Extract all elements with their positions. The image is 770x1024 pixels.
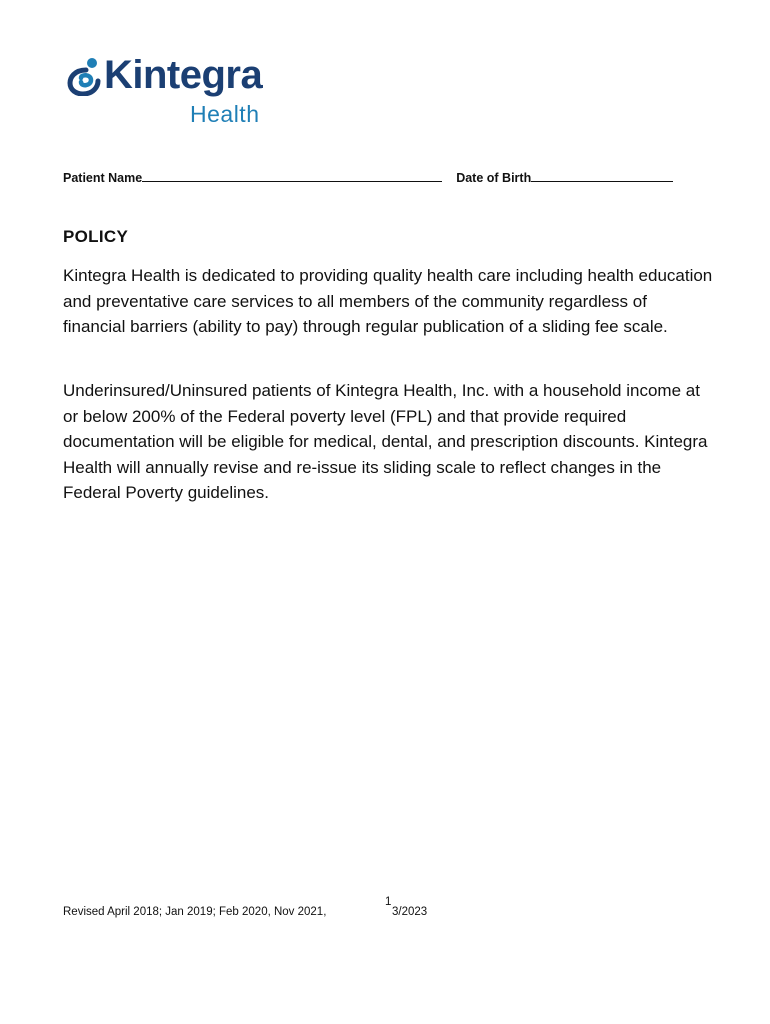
date-of-birth-label: Date of Birth <box>456 171 532 185</box>
kintegra-person-mark-icon <box>66 56 106 96</box>
logo-wordmark: Kintegra <box>104 53 263 97</box>
policy-paragraph-1: Kintegra Health is dedicated to providing quality health care including health education and preventative care services to all members of the community regardless of financial barriers (ability to pay) through regular publication of a sliding fee scale. <box>63 266 713 336</box>
patient-name-label: Patient Name <box>63 171 143 185</box>
policy-paragraph-2: Underinsured/Uninsured patients of Kintegra Health, Inc. with a household income at or below 200% of the Federal poverty level (FPL) and that provide required documentation will be eligible for medical, dental, and prescription discounts. Kintegra Health will annually revise and re-issue its sliding scale to reflect changes in the Federal Poverty guidelines. <box>63 381 708 502</box>
policy-heading: POLICY <box>63 227 129 246</box>
page-number: 1 <box>385 896 392 908</box>
date-of-birth-blank-line <box>531 169 673 182</box>
patient-info-fields <box>63 169 723 185</box>
kintegra-health-logo <box>66 52 286 132</box>
revision-last-date: 3/2023 <box>392 906 428 918</box>
patient-name-blank-line <box>142 169 442 182</box>
logo-subtitle: Health <box>190 101 260 127</box>
revision-history: Revised April 2018; Jan 2019; Feb 2020, Nov 2021, <box>63 906 327 918</box>
